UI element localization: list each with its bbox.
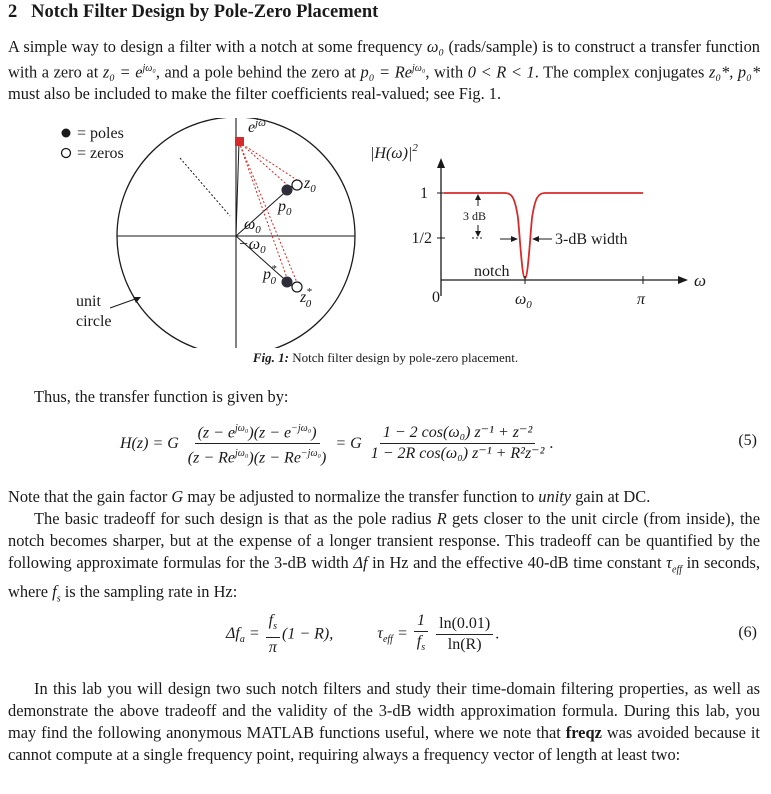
- w0-tick-label: $\omega_0$: [515, 291, 532, 311]
- plot-x-arrow: [678, 276, 688, 284]
- eq5-mid: = G: [335, 434, 362, 452]
- tick-1-label: 1: [420, 185, 428, 202]
- tradeoff-paragraph: The basic tradeoff for such design is that as the pole radius R gets closer to the unit circle (from inside), the notch becomes sharper, but at the expense of a longer transient response. This tradeoff can be quantified by the following approximate formulas for the 3-dB width Δf in Hz and the effective 40-dB time constant $\tau_{eff}$ in seconds, where $f_s$ is the sampling rate in Hz:: [8, 509, 760, 605]
- eq6-frac-1-fs: $\frac{1}{f_s}$: [414, 612, 428, 657]
- section-heading: [8, 2, 378, 23]
- x-axis-label: ω: [694, 271, 707, 290]
- legend-zeros-text: = zeros: [77, 145, 124, 162]
- section-title: Notch Filter Design by Pole-Zero Placement: [31, 2, 379, 22]
- unit-circle-label-1: unit: [76, 293, 101, 310]
- w0-label: $\omega_0$: [244, 216, 261, 236]
- eq5-frac-2: $\frac{\text{1 − 2 cos(ω₀) z⁻¹ + z⁻²}}{\text{1 − 2R cos(ω₀) z⁻¹ + R²z⁻²}}$: [370, 424, 545, 463]
- figure-1: [0, 118, 771, 348]
- section-number: 2: [8, 2, 18, 22]
- notch-label: notch: [474, 263, 510, 280]
- z0-star-label: z* 0: [300, 286, 312, 310]
- unit-circle-label-2: circle: [76, 313, 112, 330]
- pole-p0: [282, 185, 293, 196]
- tick-half-label: 1/2: [411, 230, 432, 247]
- 3db-width-label: 3-dB width: [555, 231, 628, 248]
- document-page: 2 Notch Filter Design by Pole-Zero Placement A simple way to design a filter with a notch at some frequency ω₀ (rads/sample) is to construct a transfer function with a zero at $z_0 = e^{j\omega_0}$, and a pole behind the zero at $p_0 = Re^{j\omega_0}$, with 0 < R < 1. The complex conjugates z₀*, p₀* must also be included to make the filter coefficients real-valued; see Fig. 1. = poles = zeros $e^{j\omega}$ $z_0$ $p_0$ $\omega_0$ $-\omega_0$ p* 0 z* 0 unit circle $|H(\omega)|^2$ 1 1/2 0 3 dB 3-dB width notch $\omega_0$ π ω Fig. 1: Notch filter design by pole-zero placement. Thus, the transfer function is given by: H(z) = G $\frac{(z - e^{j\omega_0})(z - e^{-j\omega_0})}{(z - Re^{j\omega_0})(z - Re^{-j\omega_0})}$ = G $\frac{\text{1 − 2 cos(ω₀) z⁻¹ + z⁻²}}{\text{1 − 2R cos(ω₀) z⁻¹ + R²z⁻²}}$ . (5) Note that the gain factor G may be adjusted to normalize the transfer function to unity gain at DC. The basic tradeoff for such design is that as the pole radius R gets closer to the unit circle (from inside), the notch becomes sharper, but at the expense of a longer transient response. This tradeoff can be quantified by the following approximate formulas for the 3-dB width Δf in Hz and the effective 40-dB time constant $\tau_{eff}$ in seconds, where $f_s$ is the sampling rate in Hz: $\Delta f_a$ = $\frac{f_s}{\pi}$ (1 − R), $\tau_{eff}$ = $\frac{1}{f_s}$ $\frac{\ln(0.01)}{\ln(R)}$ . (6) In this lab you will design two such notch filters and study their time-domain filtering properties, as well as demonstrate the above tradeoff and the validity of the 3-dB width approximation formula. During this lab, you may find the following anonymous MATLAB functions useful, where we note that freqz was avoided because it cannot compute at a single frequency point, requiring always a frequency vector of length at least two:: [0, 0, 771, 794]
- eq6-number: (6): [738, 624, 757, 641]
- eq5-lhs: H(z) = G: [120, 434, 179, 452]
- pi-tick-label: π: [637, 291, 646, 308]
- eq5-frac-1: $\frac{(z - e^{j\omega_0})(z - e^{-j\omega_0})}{(z - Re^{j\omega_0})(z - Re^{-j\omega_0})}$: [185, 420, 330, 468]
- legend-pole-marker: [62, 129, 71, 138]
- eq6-frac-ln: $\frac{\ln(0.01)}{\ln(R)}$: [436, 615, 493, 654]
- ejw-dotted-guide: [180, 158, 230, 216]
- pole-p0-star: [282, 277, 293, 288]
- p0-label: $p_0$: [278, 198, 292, 218]
- 3db-label: 3 dB: [463, 209, 487, 223]
- legend-zero-marker: [62, 149, 71, 158]
- z0-label: $z_0$: [304, 175, 316, 195]
- unit-circle-pointer: [110, 298, 138, 308]
- plot-y-arrow: [437, 158, 445, 168]
- figure-caption: [0, 350, 771, 366]
- intro-paragraph: A simple way to design a filter with a notch at some frequency ω₀ (rads/sample) is to construct a transfer function with a zero at $z_0 = e^{j\omega_0}$, and a pole behind the zero at $p_0 = Re^{j\omega_0}$, with 0 < R < 1. The complex conjugates z₀*, p₀* must also be included to make the filter coefficients real-valued; see Fig. 1.: [8, 37, 761, 104]
- zero-z0: [292, 180, 302, 190]
- magnitude-y-label: $|H(\omega)|^2$: [370, 142, 418, 162]
- caption-text: Notch filter design by pole-zero placement.: [292, 350, 519, 365]
- lab-paragraph: In this lab you will design two such notch filters and study their time-domain filtering properties, as well as demonstrate the above tradeoff and the validity of the 3-dB width approximation formula. During this lab, you may find the following anonymous MATLAB functions useful, where we note that freqz was avoided because it cannot compute at a single frequency point, requiring always a frequency vector of length at least two:: [8, 679, 760, 764]
- legend-poles-text: = poles: [77, 125, 124, 142]
- minus-w0-label: $-\omega_0$: [238, 236, 266, 256]
- eq6-frac-fs-pi: $\frac{f_s}{\pi}$: [266, 612, 280, 657]
- p0-star-label: p* 0: [263, 263, 277, 287]
- thus-paragraph: Thus, the transfer function is given by:: [34, 387, 289, 406]
- ejw-point: [235, 137, 244, 146]
- caption-label: Fig. 1:: [252, 350, 289, 365]
- tick-0-label: 0: [432, 289, 440, 306]
- eq5-number: (5): [738, 432, 757, 449]
- ejw-label: $e^{j\omega}$: [248, 118, 266, 136]
- gain-paragraph: Note that the gain factor G may be adjusted to normalize the transfer function to unity gain at DC.: [8, 487, 651, 506]
